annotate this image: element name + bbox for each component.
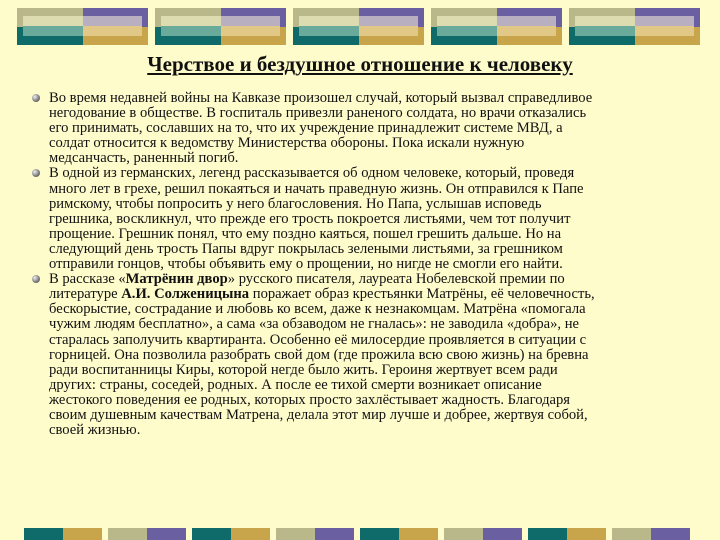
story-title: Матрёнин двор [125,271,228,288]
bullet-icon [32,169,40,177]
text-segment: В рассказе « [49,271,126,288]
bullet-icon [32,94,40,102]
text-line: негодование в обществе. В госпиталь привезли раненого солдата, но врачи отказались [49,105,587,122]
top-decorative-bar [0,8,720,45]
text-line: прощение. Грешник понял, что ему поздно каяться, пошел грешить дальше. Но на [49,225,562,242]
bottom-decorative-bar [0,528,720,540]
decorative-block [17,8,148,45]
slide-title: Черствое и бездушное отношение к человеку [147,52,573,76]
slide-body [49,91,709,438]
decorative-block [192,528,270,540]
decorative-block [276,528,354,540]
decorative-block [528,528,606,540]
decorative-block [24,528,102,540]
text-line: солдат относится к ведомству Министерства обороны. Пока искали нужную [49,135,525,152]
text-segment: литературе [49,286,122,303]
author-name: А.И. Солженицына [121,286,250,303]
paragraph-1 [49,91,709,166]
text-line: чужим людям бесплатно», а сама «за обзаводом не гналась»: не заводила «добра», не [49,316,579,333]
text-segment: » русского писателя, лауреата Нобелевской премии по [227,271,565,288]
text-line: римскому, чтобы попросить у него благословения. Но Папа, услышав исповедь [49,195,542,212]
bullet-icon [32,275,40,283]
text-line: медсанчасть, раненный погиб. [49,150,239,167]
decorative-block [293,8,424,45]
text-line: бескорыстие, сострадание и любовь ко всем, даже к незнакомцам. Матрёна «помогала [49,301,586,318]
text-line: Во время недавней войны на Кавказе произошел случай, который вызвал справедливое [49,90,593,106]
text-line: много лет в грехе, решил покаяться и начать праведную жизнь. Он отправился к Папе [49,180,584,197]
text-segment: поражает образ крестьянки Матрёны, её человечность, [249,286,595,303]
text-line: отправили гонцов, чтобы объявить ему о прощении, но нигде не смогли его найти. [49,256,563,273]
text-line: следующий день трость Папы вдруг покрылась зелеными листьями, за грешником [49,240,563,257]
text-line [49,272,709,287]
text-line: горницей. Она позволила разобрать свой дом (где прожила всю свою жизнь) на бревна [49,346,589,363]
text-line: других: страны, соседей, родных. А после ее тихой смерти возникает описание [49,376,542,393]
text-line: В одной из германских, легенд рассказывается об одном человеке, который, проведя [49,165,575,182]
text-line: его принимать, сославших на то, что их учреждение принадлежит системе МВД, а [49,120,563,137]
paragraph-2 [49,166,709,272]
paragraph-3 [49,272,709,438]
decorative-block [569,8,700,45]
decorative-block [155,8,286,45]
text-line: ради воспитанницы Киры, которой негде было жить. Героиня жертвует всем ради [49,361,558,378]
text-line: жестокого поведения ее родных, которых просто захлёстывает жадность. Благодаря [49,391,571,408]
decorative-block [444,528,522,540]
text-line: старалась заполучить квартиранта. Особенно её милосердие проявляется в ситуации с [49,331,587,348]
text-line [49,287,709,302]
text-line: грешника, воскликнул, что прежде его трость покроется листьями, чем тот получит [49,210,571,227]
decorative-block [431,8,562,45]
text-line: своим душевным качествам Матрена, делала этот мир лучше и добрее, жертвуя собой, [49,406,588,423]
decorative-block [612,528,690,540]
decorative-block [360,528,438,540]
text-line: своей жизнью. [49,422,141,439]
decorative-block [108,528,186,540]
